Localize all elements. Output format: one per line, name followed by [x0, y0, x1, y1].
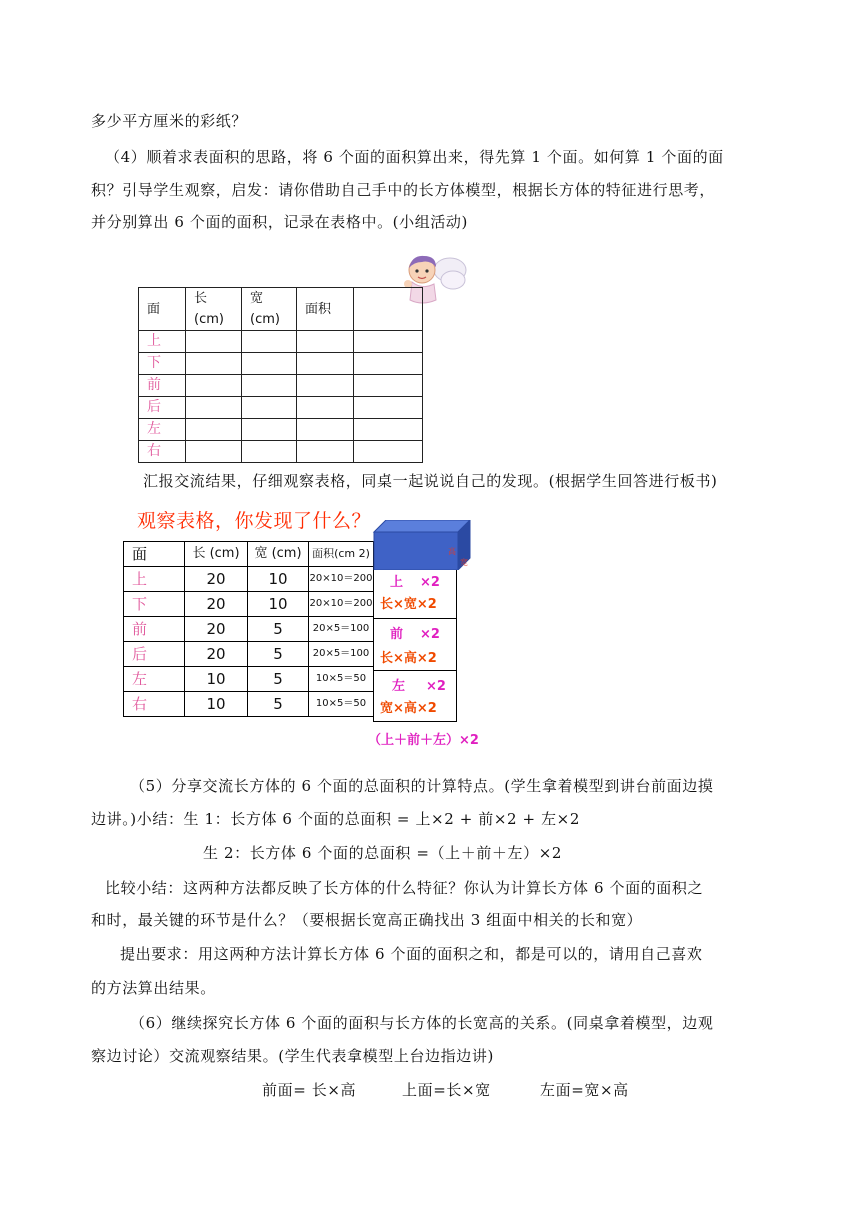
t2-face: 下	[124, 592, 185, 617]
formula-front: 前面= 长×高	[262, 1081, 357, 1099]
t2-header-length: 长 (cm)	[185, 542, 248, 567]
slide-title: 观察表格，你发现了什么？	[137, 510, 372, 532]
paragraph-5a: 比较小结：这两种方法都反映了长方体的什么特征？你认为计算长方体 6 个面的面积之	[105, 879, 704, 897]
t2-face: 上	[124, 567, 185, 592]
t2-width: 5	[248, 692, 309, 717]
group-times: ×2	[420, 627, 440, 642]
empty-record-table	[138, 287, 423, 463]
paragraph-5b: 和时，最关键的环节是什么？（要根据长宽高正确找出 3 组面中相关的长和宽）	[91, 911, 643, 929]
t2-area: 10×5＝50	[309, 692, 374, 717]
formula-top: 上面=长×宽	[402, 1081, 491, 1099]
t2-length: 20	[185, 617, 248, 642]
t2-area: 10×5＝50	[309, 667, 374, 692]
t1-row-label: 前	[139, 375, 186, 397]
group-face: 上	[390, 575, 404, 590]
t1-header-width: 宽 (cm)	[242, 288, 297, 331]
t1-header-area: 面积	[297, 288, 354, 331]
cuboid-front-face	[374, 532, 458, 570]
t2-width: 5	[248, 642, 309, 667]
paragraph-7a: （6）继续探究长方体 6 个面的面积与长方体的长宽高的关系。(同桌拿着模型，边观	[130, 1014, 714, 1032]
t2-face: 前	[124, 617, 185, 642]
t2-length: 10	[185, 667, 248, 692]
slide-data-table	[123, 541, 374, 717]
group-face: 前	[390, 627, 404, 642]
t2-area: 20×5＝100	[309, 642, 374, 667]
t1-row-label: 左	[139, 419, 186, 441]
paragraph-4c: 生 2：长方体 6 个面的总面积 =（上＋前＋左）×2	[203, 844, 563, 862]
t2-length: 20	[185, 642, 248, 667]
t2-length: 20	[185, 592, 248, 617]
group-times: ×2	[426, 679, 446, 694]
group-face: 左	[392, 679, 406, 694]
cuboid-top-face	[374, 520, 470, 532]
t2-length: 20	[185, 567, 248, 592]
t2-face: 右	[124, 692, 185, 717]
t2-header-face: 面	[124, 542, 185, 567]
group-formula: 长×高×2	[380, 651, 437, 666]
t2-area: 20×10＝200	[309, 567, 374, 592]
slide-summary: （上＋前＋左）×2	[368, 733, 479, 748]
t2-width: 10	[248, 567, 309, 592]
group-formula: 宽×高×2	[380, 701, 437, 716]
paragraph-1: 多少平方厘米的彩纸？	[91, 112, 248, 130]
t1-row-label: 右	[139, 441, 186, 463]
group-formula: 长×宽×2	[380, 597, 437, 612]
t1-header-length: 长 (cm)	[186, 288, 242, 331]
t1-header-blank	[354, 288, 423, 331]
t2-length: 10	[185, 692, 248, 717]
t1-row-label: 上	[139, 331, 186, 353]
group-times: ×2	[420, 575, 440, 590]
paragraph-4b: 边讲。)小结：生 1：长方体 6 个面的总面积 = 上×2 + 前×2 + 左×2	[91, 810, 580, 828]
formula-left: 左面=宽×高	[540, 1081, 629, 1099]
paragraph-2b: 积？引导学生观察，启发：请你借助自己手中的长方体模型，根据长方体的特征进行思考，	[91, 181, 716, 199]
cuboid-width-label: 宽	[460, 558, 468, 567]
t2-face: 左	[124, 667, 185, 692]
paragraph-4a: （5）分享交流长方体的 6 个面的总面积的计算特点。(学生拿着模型到讲台前面边摸	[130, 777, 714, 795]
paragraph-2c: 并分别算出 6 个面的面积，记录在表格中。(小组活动)	[91, 213, 468, 231]
t2-width: 5	[248, 667, 309, 692]
paragraph-6b: 的方法算出结果。	[91, 979, 216, 997]
cuboid-height-label: 高	[448, 547, 456, 556]
group-box-front	[373, 618, 457, 672]
paragraph-6a: 提出要求：用这两种方法计算长方体 6 个面的面积之和，都是可以的，请用自己喜欢	[120, 945, 703, 963]
t1-row-label: 下	[139, 353, 186, 375]
t2-header-area: 面积(cm 2)	[309, 542, 374, 567]
t1-header-face: 面	[139, 288, 186, 331]
cuboid-illustration	[372, 520, 472, 570]
group-box-left	[373, 670, 457, 722]
paragraph-3: 汇报交流结果，仔细观察表格，同桌一起说说自己的发现。(根据学生回答进行板书)	[143, 472, 718, 490]
t2-width: 5	[248, 617, 309, 642]
t2-header-width: 宽 (cm)	[248, 542, 309, 567]
t2-area: 20×10＝200	[309, 592, 374, 617]
t2-face: 后	[124, 642, 185, 667]
group-box-top	[373, 566, 457, 620]
paragraph-7b: 察边讨论）交流观察结果。(学生代表拿模型上台边指边讲)	[91, 1047, 494, 1065]
t2-area: 20×5＝100	[309, 617, 374, 642]
paragraph-2a: （4）顺着求表面积的思路，将 6 个面的面积算出来，得先算 1 个面。如何算 1 个面的面	[105, 148, 724, 166]
t2-width: 10	[248, 592, 309, 617]
t1-row-label: 后	[139, 397, 186, 419]
